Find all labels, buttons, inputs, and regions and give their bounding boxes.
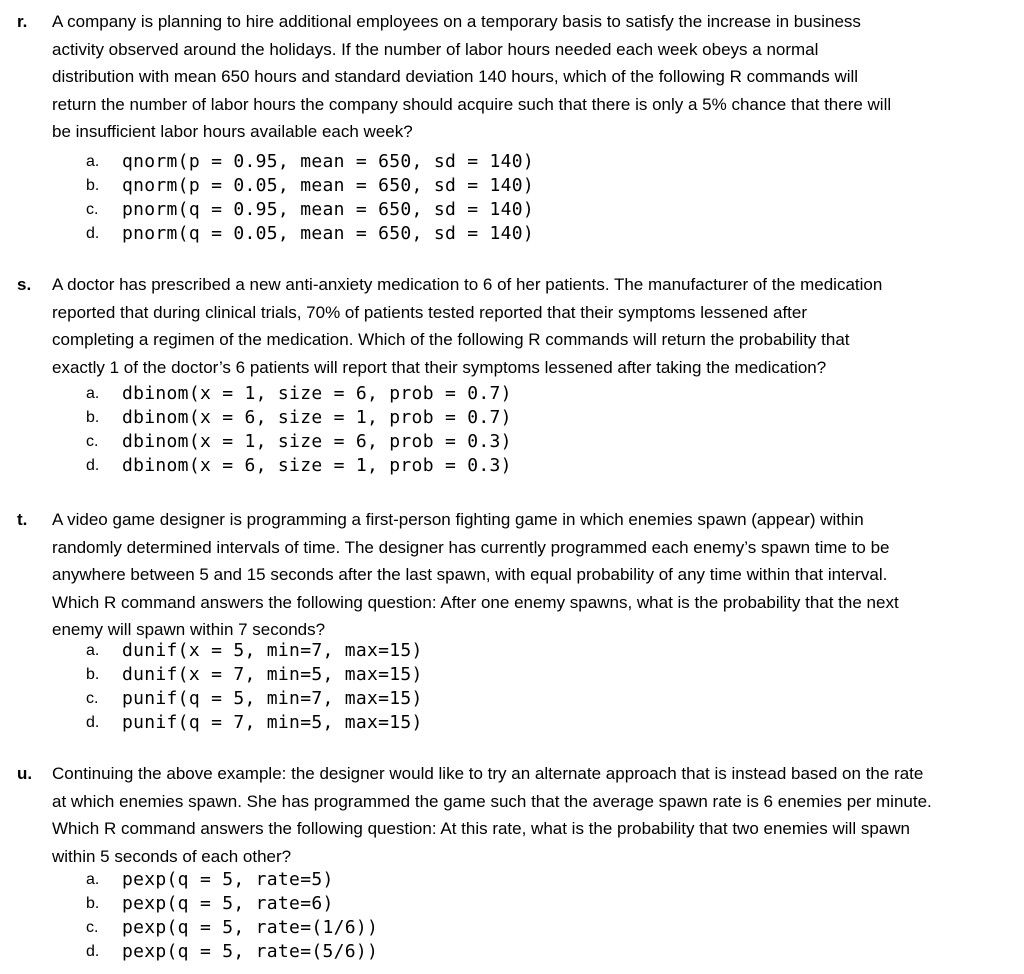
question-text-line: Which R command answers the following question: At this rate, what is the probability that two enemies will spawn [52, 819, 910, 838]
question-text-line: anywhere between 5 and 15 seconds after the last spawn, with equal probability of any time within that interval. [52, 565, 888, 584]
option-code: punif(q = 5, min=7, max=15) [122, 688, 423, 709]
option-letter: d. [86, 457, 100, 474]
answer-option-d [0, 222, 700, 246]
question-text-line: within 5 seconds of each other? [52, 846, 292, 866]
question-label: s. [17, 275, 32, 294]
answer-option-b [0, 406, 700, 430]
answer-option-d [0, 454, 700, 478]
question-label: r. [17, 12, 28, 31]
option-letter: b. [86, 895, 100, 912]
answer-option-d [0, 940, 700, 964]
answer-option-b [0, 663, 700, 687]
option-letter: a. [86, 385, 100, 402]
question-text-line: return the number of labor hours the company should acquire such that there is only a 5% chance that there will [52, 94, 892, 114]
option-code: dbinom(x = 1, size = 6, prob = 0.7) [122, 383, 512, 404]
question-text-line: distribution with mean 650 hours and standard deviation 140 hours, which of the following R commands will [52, 67, 859, 86]
answer-option-a [0, 150, 700, 174]
answer-option-c [0, 430, 700, 454]
answer-option-b [0, 892, 700, 916]
option-letter: c. [86, 433, 99, 450]
option-code: pexp(q = 5, rate=(1/6)) [122, 917, 379, 938]
answer-option-c [0, 916, 700, 940]
answer-option-a [0, 639, 700, 663]
question-text-line: A company is planning to hire additional employees on a temporary basis to satisfy the increase in business [52, 12, 861, 31]
option-letter: a. [86, 871, 100, 888]
option-code: pexp(q = 5, rate=(5/6)) [122, 941, 379, 962]
option-letter: d. [86, 714, 100, 731]
answer-option-c [0, 687, 700, 711]
question-text [52, 760, 1024, 870]
option-letter: a. [86, 153, 100, 170]
answer-option-d [0, 711, 700, 735]
question-text [52, 8, 1024, 146]
option-code: qnorm(p = 0.05, mean = 650, sd = 140) [122, 175, 535, 196]
question-label: t. [17, 510, 28, 529]
option-code: dbinom(x = 1, size = 6, prob = 0.3) [122, 431, 512, 452]
option-letter: b. [86, 177, 100, 194]
answer-option-c [0, 198, 700, 222]
option-code: punif(q = 7, min=5, max=15) [122, 712, 423, 733]
question-text-line: randomly determined intervals of time. The designer has currently programmed each enemy’s spawn time to be [52, 537, 890, 557]
answer-option-b [0, 174, 700, 198]
question-text-line: Continuing the above example: the designer would like to try an alternate approach that is instead based on the rate [52, 764, 924, 783]
option-letter: b. [86, 666, 100, 683]
question-text-line: be insufficient labor hours available each week? [52, 122, 413, 141]
option-code: pnorm(q = 0.95, mean = 650, sd = 140) [122, 199, 535, 220]
option-letter: d. [86, 225, 100, 242]
answer-option-a [0, 382, 700, 406]
question-text-line: exactly 1 of the doctor’s 6 patients will report that their symptoms lessened after taking the medication? [52, 357, 827, 377]
question-label: u. [17, 764, 33, 783]
option-code: pnorm(q = 0.05, mean = 650, sd = 140) [122, 223, 535, 244]
option-code: dbinom(x = 6, size = 1, prob = 0.3) [122, 455, 512, 476]
question-text-line: activity observed around the holidays. If the number of labor hours needed each week obeys a normal [52, 39, 819, 59]
question-text [52, 506, 1024, 644]
option-code: pexp(q = 5, rate=6) [122, 893, 334, 914]
option-letter: c. [86, 201, 99, 218]
question-text-line: reported that during clinical trials, 70% of patients tested reported that their symptoms lessened after [52, 302, 808, 322]
question-text-line: enemy will spawn within 7 seconds? [52, 620, 326, 639]
question-text-line: Which R command answers the following question: After one enemy spawns, what is the probability that the next [52, 592, 899, 612]
option-letter: c. [86, 919, 99, 936]
question-text-line: A video game designer is programming a first-person fighting game in which enemies spawn (appear) within [52, 510, 864, 529]
question-text-line: at which enemies spawn. She has programmed the game such that the average spawn rate is 6 enemies per minute. [52, 791, 932, 811]
option-code: dunif(x = 5, min=7, max=15) [122, 640, 423, 661]
option-letter: c. [86, 690, 99, 707]
question-text [52, 271, 1024, 381]
answer-option-a [0, 868, 700, 892]
option-letter: a. [86, 642, 100, 659]
question-text-line: completing a regimen of the medication. Which of the following R commands will return the probability that [52, 330, 850, 349]
question-text-line: A doctor has prescribed a new anti-anxiety medication to 6 of her patients. The manufacturer of the medication [52, 275, 883, 294]
option-code: dbinom(x = 6, size = 1, prob = 0.7) [122, 407, 512, 428]
option-code: qnorm(p = 0.95, mean = 650, sd = 140) [122, 151, 535, 172]
option-letter: d. [86, 943, 100, 960]
option-letter: b. [86, 409, 100, 426]
option-code: pexp(q = 5, rate=5) [122, 869, 334, 890]
option-code: dunif(x = 7, min=5, max=15) [122, 664, 423, 685]
